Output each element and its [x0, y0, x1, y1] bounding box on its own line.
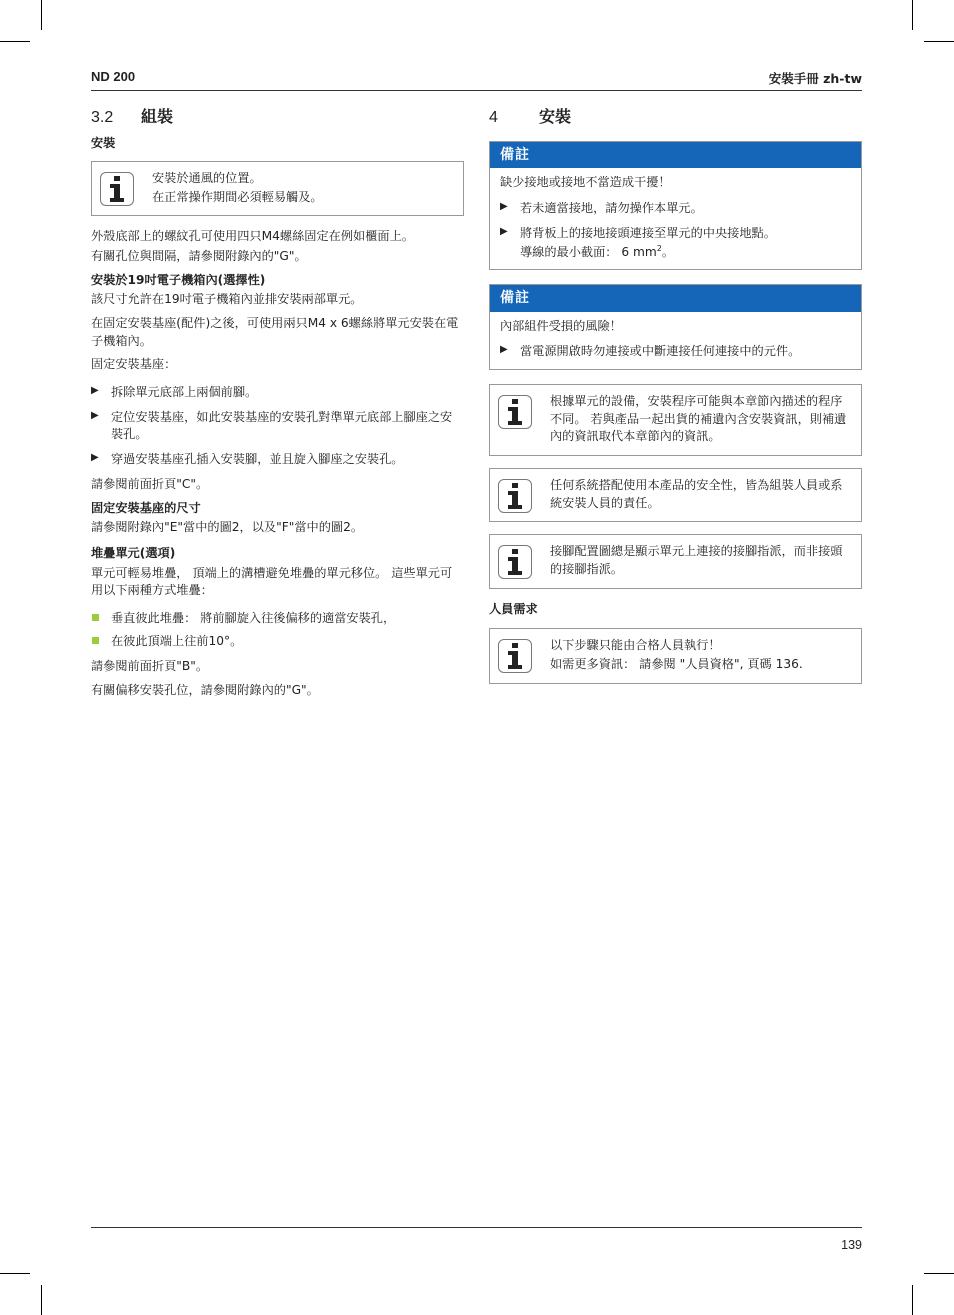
info-box	[489, 468, 862, 522]
info-box	[489, 534, 862, 588]
info-icon	[498, 479, 532, 513]
info-box	[91, 161, 464, 216]
crop-mark	[924, 1273, 954, 1274]
info-box	[489, 384, 862, 456]
manual-title: 安裝手冊 zh-tw	[768, 71, 862, 86]
info-line: 如需更多資訊： 請參閱 "人員資格", 頁碼 136.	[550, 657, 803, 672]
step-list	[500, 343, 851, 361]
paragraph: 有關偏移安裝孔位，請參閱附錄內的"G"。	[91, 683, 319, 697]
paragraph: 請參閱附錄內"E"當中的圖2，以及"F"當中的圖2。	[91, 520, 364, 535]
step-detail	[520, 245, 674, 259]
crop-mark	[924, 41, 954, 42]
list-item	[500, 225, 851, 261]
triangle-bullet-icon: ▶	[91, 409, 99, 421]
info-line: 以下步驟只能由合格人員執行！	[550, 638, 721, 653]
triangle-bullet-icon: ▶	[91, 385, 99, 397]
info-icon	[100, 172, 134, 206]
info-icon	[498, 395, 532, 429]
item-text: 垂直彼此堆疊： 將前腳旋入往後偏移的適當安裝孔，	[111, 610, 396, 625]
crop-mark	[41, 0, 42, 30]
list-item	[91, 451, 464, 469]
note-text: 缺少接地或接地不當造成干擾！	[500, 175, 671, 190]
section-heading	[489, 106, 862, 129]
product-name: ND 200	[91, 69, 136, 84]
step-list	[91, 384, 464, 469]
info-text: 根據單元的設備，安裝程序可能與本章節內描述的程序不同。 若與產品一起出貨的補遺內含安裝資訊，則補遺內的資訊取代本章節內的資訊。	[550, 393, 847, 444]
triangle-bullet-icon: ▶	[500, 225, 508, 237]
list-item	[500, 200, 851, 218]
square-bullet-icon	[92, 614, 99, 621]
list-item	[500, 343, 851, 361]
detail-suffix: 。	[661, 244, 675, 259]
list-item	[91, 633, 464, 651]
crop-mark	[0, 1273, 30, 1274]
note-label: 備註	[490, 142, 861, 168]
note-box	[489, 141, 862, 270]
info-line: 安裝於通風的位置。	[152, 170, 262, 185]
square-bullet-icon	[92, 637, 99, 644]
triangle-bullet-icon: ▶	[500, 201, 508, 213]
crop-mark	[912, 0, 913, 30]
detail-superscript: 2	[656, 243, 662, 253]
step-text: 穿過安裝基座孔插入安裝腳，並且旋入腳座之安裝孔。	[111, 452, 404, 467]
section-heading	[91, 106, 464, 129]
crop-mark	[41, 1285, 42, 1315]
info-line: 在正常操作期間必須輕易觸及。	[152, 189, 323, 204]
list-item	[91, 384, 464, 402]
stack-heading: 堆疊單元(選項)	[91, 545, 176, 560]
note-label: 備註	[490, 285, 861, 311]
left-column	[91, 106, 464, 706]
dim-heading: 固定安裝基座的尺寸	[91, 500, 201, 515]
step-text: 當電源開啟時勿連接或中斷連接任何連接中的元件。	[520, 344, 801, 359]
paragraph: 外殼底部上的螺紋孔可使用四只M4螺絲固定在例如櫃面上。	[91, 229, 414, 244]
triangle-bullet-icon: ▶	[500, 344, 508, 356]
detail-text: 導線的最小截面： 6 mm	[520, 244, 657, 259]
section-title: 安裝	[539, 109, 572, 126]
triangle-bullet-icon: ▶	[91, 452, 99, 464]
note-text: 內部組件受損的風險！	[500, 318, 622, 333]
step-text: 定位安裝基座，如此安裝基座的安裝孔對準單元底部上腳座之安裝孔。	[111, 409, 453, 442]
info-icon	[498, 639, 532, 673]
info-box	[489, 628, 862, 683]
paragraph: 在固定安裝基座(配件)之後，可使用兩只M4 x 6螺絲將單元安裝在電子機箱內。	[91, 316, 459, 348]
step-text: 將背板上的接地接頭連接至單元的中央接地點。	[520, 225, 776, 240]
info-text: 任何系統搭配使用本產品的安全性，皆為組裝人員或系統安裝人員的責任。	[550, 478, 843, 510]
paragraph: 單元可輕易堆疊， 頂端上的溝槽避免堆疊的單元移位。 這些單元可用以下兩種方式堆疊：	[91, 565, 453, 598]
right-column	[489, 106, 862, 696]
paragraph: 請參閱前面折頁"B"。	[91, 659, 209, 674]
step-list	[500, 200, 851, 261]
page-footer	[91, 1227, 862, 1252]
crop-mark	[912, 1285, 913, 1315]
info-icon	[498, 545, 532, 579]
section-title: 組裝	[141, 109, 174, 126]
note-box	[489, 284, 862, 370]
info-text: 接腳配置圖總是顯示單元上連接的接腳指派，而非接頭的接腳指派。	[550, 544, 843, 577]
page-number: 139	[841, 1238, 862, 1252]
paragraph: 該尺寸允許在19吋電子機箱內並排安裝兩部單元。	[91, 292, 363, 307]
paragraph: 有關孔位與間隔，請參閱附錄內的"G"。	[91, 248, 307, 263]
paragraph: 請參閱前面折頁"C"。	[91, 476, 209, 491]
step-text: 拆除單元底部上兩個前腳。	[111, 385, 258, 400]
bullet-list	[91, 610, 464, 650]
section-number: 4	[489, 109, 498, 126]
list-item	[91, 409, 464, 444]
item-text: 在彼此頂端上往前10°。	[111, 633, 243, 648]
list-item	[91, 610, 464, 628]
subtitle: 安裝	[91, 136, 116, 151]
personnel-heading: 人員需求	[489, 601, 538, 616]
paragraph: 固定安裝基座：	[91, 357, 177, 372]
section-number: 3.2	[91, 109, 114, 126]
page-header	[91, 68, 862, 91]
rack-heading: 安裝於19吋電子機箱內(選擇性)	[91, 272, 266, 287]
step-text: 若未適當接地，請勿操作本單元。	[520, 201, 703, 216]
crop-mark	[0, 41, 30, 42]
